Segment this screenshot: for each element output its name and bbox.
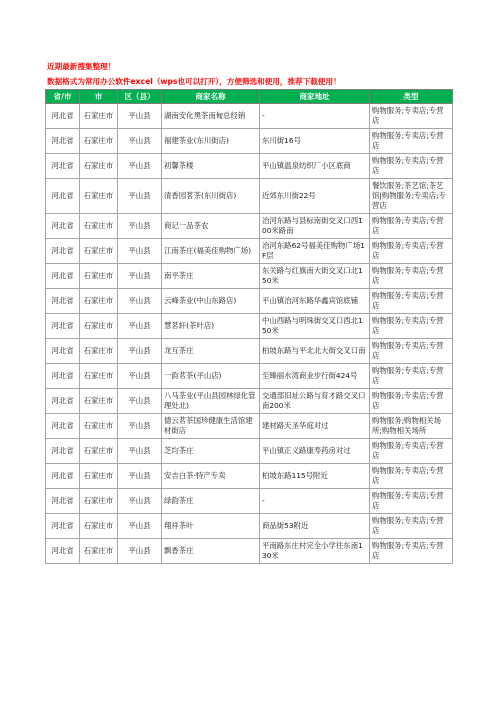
cell-district: 平山县: [118, 214, 162, 239]
cell-district: 平山县: [118, 129, 162, 154]
cell-shop-address: 交通部旧址公路与育才路交叉口南200米: [260, 389, 370, 414]
cell-province: 河北省: [46, 489, 80, 514]
cell-province: 河北省: [46, 289, 80, 314]
cell-city: 石家庄市: [80, 389, 118, 414]
header-district: 区（县）: [118, 90, 162, 104]
cell-district: 平山县: [118, 239, 162, 264]
table-row: [46, 364, 453, 389]
table-row: [46, 439, 453, 464]
cell-category: 购物服务;专卖店;专营店: [370, 539, 453, 564]
cell-province: 河北省: [46, 439, 80, 464]
cell-city: 石家庄市: [80, 489, 118, 514]
cell-district: 平山县: [118, 339, 162, 364]
cell-district: 平山县: [118, 154, 162, 179]
table-row: [46, 239, 453, 264]
table-row: [46, 129, 453, 154]
cell-shop-address: 商品街53附近: [260, 514, 370, 539]
cell-shop-name: 商记一品茶农: [162, 214, 260, 239]
cell-city: 石家庄市: [80, 539, 118, 564]
cell-shop-name: 芝均茶庄: [162, 439, 260, 464]
cell-category: 购物服务;专卖店;专营店: [370, 264, 453, 289]
cell-category: 购物服务;专卖店;专营店: [370, 339, 453, 364]
cell-shop-name: 南平茶庄: [162, 264, 260, 289]
cell-shop-address: 冶河东路62号福美佳购物广场1F层: [260, 239, 370, 264]
cell-shop-address: 柏坡东路与平北北大街交叉口南: [260, 339, 370, 364]
cell-category: 餐饮服务;茶艺馆;茶艺馆|购物服务;专卖店;专营店: [370, 179, 453, 214]
table-row: [46, 104, 453, 129]
cell-shop-name: 湖南安化黑茶南甸总经销: [162, 104, 260, 129]
table-row: [46, 464, 453, 489]
cell-shop-address: 近郊东川街22号: [260, 179, 370, 214]
cell-city: 石家庄市: [80, 464, 118, 489]
cell-shop-address: 建材路天圣华庭对过: [260, 414, 370, 439]
cell-province: 河北省: [46, 364, 80, 389]
cell-category: 购物服务;专卖店;专营店: [370, 129, 453, 154]
cell-shop-name: 云峰茶业(中山东路店): [162, 289, 260, 314]
cell-district: 平山县: [118, 179, 162, 214]
cell-city: 石家庄市: [80, 129, 118, 154]
cell-category: 购物服务;专卖店;专营店: [370, 364, 453, 389]
cell-city: 石家庄市: [80, 364, 118, 389]
cell-city: 石家庄市: [80, 514, 118, 539]
cell-shop-name: 一韵茗茶(平山店): [162, 364, 260, 389]
cell-category: 购物服务;专卖店;专营店: [370, 464, 453, 489]
cell-province: 河北省: [46, 414, 80, 439]
cell-shop-name: 清香园茗茶(东川街店): [162, 179, 260, 214]
cell-shop-address: 平山镇温泉纺织厂小区底商: [260, 154, 370, 179]
cell-shop-name: 慧茗轩(茶叶店): [162, 314, 260, 339]
cell-district: 平山县: [118, 464, 162, 489]
cell-shop-name: 初馨茶楼: [162, 154, 260, 179]
table-row: [46, 154, 453, 179]
header-city: 市: [80, 90, 118, 104]
cell-shop-name: 福建茶业(东川街店): [162, 129, 260, 154]
cell-province: 河北省: [46, 514, 80, 539]
cell-shop-address: 冶河东路与县标南街交叉口西100米路南: [260, 214, 370, 239]
cell-city: 石家庄市: [80, 104, 118, 129]
table-row: [46, 264, 453, 289]
cell-district: 平山县: [118, 314, 162, 339]
cell-district: 平山县: [118, 104, 162, 129]
cell-shop-name: 江南茶庄(福美佳购物广场): [162, 239, 260, 264]
table-row: [46, 314, 453, 339]
cell-category: 购物服务;专卖店;专营店: [370, 389, 453, 414]
cell-category: 购物服务;专卖店;专营店: [370, 214, 453, 239]
cell-province: 河北省: [46, 539, 80, 564]
cell-province: 河北省: [46, 314, 80, 339]
cell-shop-address: 平山镇正义路康寿药房对过: [260, 439, 370, 464]
cell-province: 河北省: [46, 214, 80, 239]
cell-shop-name: 德云茗茶国珍健康生活馆建材街店: [162, 414, 260, 439]
cell-city: 石家庄市: [80, 264, 118, 289]
cell-district: 平山县: [118, 289, 162, 314]
table-row: [46, 414, 453, 439]
cell-shop-name: 安吉白茶·特产专卖: [162, 464, 260, 489]
cell-province: 河北省: [46, 464, 80, 489]
cell-category: 购物服务;专卖店;专营店: [370, 439, 453, 464]
cell-city: 石家庄市: [80, 289, 118, 314]
cell-shop-name: 飘香茶庄: [162, 539, 260, 564]
cell-district: 平山县: [118, 389, 162, 414]
cell-shop-name: 龙互茶庄: [162, 339, 260, 364]
cell-city: 石家庄市: [80, 154, 118, 179]
table-body: [46, 104, 453, 564]
cell-category: 购物服务;专卖店;专营店: [370, 289, 453, 314]
cell-shop-address: 东关路与红旗南大街交叉口北150米: [260, 264, 370, 289]
cell-category: 购物服务;专卖店;专营店: [370, 314, 453, 339]
cell-province: 河北省: [46, 239, 80, 264]
cell-district: 平山县: [118, 514, 162, 539]
cell-district: 平山县: [118, 489, 162, 514]
cell-category: 购物服务;专卖店;专营店: [370, 239, 453, 264]
header-shop-name: 商家名称: [162, 90, 260, 104]
table-row: [46, 514, 453, 539]
shop-table: [45, 89, 453, 564]
table-row: [46, 339, 453, 364]
cell-province: 河北省: [46, 179, 80, 214]
table-row: [46, 179, 453, 214]
cell-city: 石家庄市: [80, 214, 118, 239]
cell-category: 购物服务;专卖店;专营店: [370, 154, 453, 179]
cell-city: 石家庄市: [80, 414, 118, 439]
header-province: 省/市: [46, 90, 80, 104]
cell-district: 平山县: [118, 414, 162, 439]
cell-city: 石家庄市: [80, 339, 118, 364]
header-shop-address: 商家地址: [260, 90, 370, 104]
cell-city: 石家庄市: [80, 439, 118, 464]
cell-shop-name: 八马茶业(平山县园林绿化管理处北): [162, 389, 260, 414]
header-category: 类型: [370, 90, 453, 104]
cell-shop-address: 至臻丽水湾商业步行街424号: [260, 364, 370, 389]
cell-shop-name: 翔祥茶叶: [162, 514, 260, 539]
cell-category: 购物服务;专卖店;专营店: [370, 489, 453, 514]
cell-shop-address: 中山西路与明珠街交叉口西北150米: [260, 314, 370, 339]
table-row: [46, 214, 453, 239]
cell-province: 河北省: [46, 104, 80, 129]
cell-shop-address: -: [260, 489, 370, 514]
cell-shop-address: 平南路东庄村完全小学往东南130米: [260, 539, 370, 564]
cell-district: 平山县: [118, 264, 162, 289]
cell-district: 平山县: [118, 364, 162, 389]
cell-province: 河北省: [46, 389, 80, 414]
cell-province: 河北省: [46, 129, 80, 154]
cell-district: 平山县: [118, 439, 162, 464]
cell-province: 河北省: [46, 264, 80, 289]
cell-city: 石家庄市: [80, 239, 118, 264]
cell-shop-address: 东川街16号: [260, 129, 370, 154]
table-header-row: [46, 90, 453, 104]
table-row: [46, 389, 453, 414]
cell-province: 河北省: [46, 154, 80, 179]
table-row: [46, 289, 453, 314]
notice-latest: 近期最新搜集整理！: [47, 62, 116, 71]
cell-shop-name: 绿韵茶庄: [162, 489, 260, 514]
cell-shop-address: 平山镇冶河东路华鑫宾馆底铺: [260, 289, 370, 314]
cell-category: 购物服务;购物相关场所;购物相关场所: [370, 414, 453, 439]
cell-shop-address: -: [260, 104, 370, 129]
cell-district: 平山县: [118, 539, 162, 564]
cell-shop-address: 柏坡东路115号附近: [260, 464, 370, 489]
cell-city: 石家庄市: [80, 314, 118, 339]
cell-category: 购物服务;专卖店;专营店: [370, 104, 453, 129]
table-row: [46, 489, 453, 514]
notice-format: 数据格式为常用办公软件excel（wps也可以打开），方便筛选和使用，推荐下载使用！: [47, 77, 341, 86]
cell-province: 河北省: [46, 339, 80, 364]
cell-category: 购物服务;专卖店;专营店: [370, 514, 453, 539]
cell-city: 石家庄市: [80, 179, 118, 214]
table-row: [46, 539, 453, 564]
